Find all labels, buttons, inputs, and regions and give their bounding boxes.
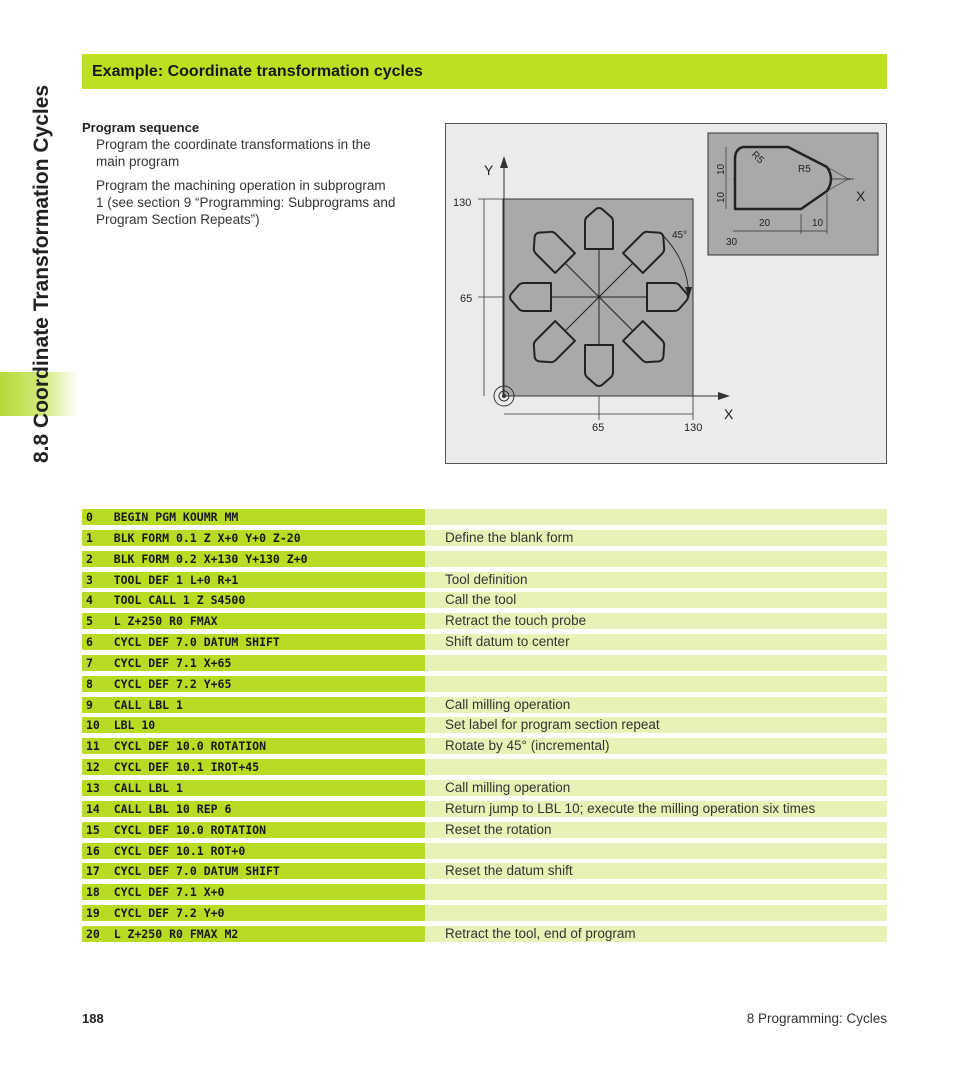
- program-comment-cell: [425, 801, 887, 817]
- program-code-cell: [82, 676, 425, 692]
- program-row: [82, 863, 887, 879]
- paragraph-line: Program the machining operation in subprogram: [96, 178, 386, 193]
- program-comment-text: Retract the tool, end of program: [445, 925, 636, 941]
- program-code-text: 18 CYCL DEF 7.1 X+0: [86, 885, 225, 900]
- program-sequence-paragraph-1: [96, 136, 426, 170]
- nc-program-table: [82, 509, 887, 947]
- program-comment-cell: [425, 655, 887, 671]
- program-comment-cell: [425, 572, 887, 588]
- program-code-text: 10 LBL 10: [86, 718, 156, 733]
- program-code-cell: [82, 759, 425, 775]
- program-code-cell: [82, 551, 425, 567]
- x-tick-65: 65: [592, 422, 605, 434]
- inset-dim-10-bottom: 10: [716, 191, 727, 203]
- program-code-cell: [82, 613, 425, 629]
- program-code-cell: [82, 780, 425, 796]
- program-comment-text: Call milling operation: [445, 696, 571, 712]
- program-comment-cell: [425, 905, 887, 921]
- program-code-text: 2 BLK FORM 0.2 X+130 Y+130 Z+0: [86, 551, 308, 566]
- program-code-text: 15 CYCL DEF 10.0 ROTATION: [86, 822, 267, 837]
- program-comment-cell: [425, 551, 887, 567]
- program-code-text: 5 L Z+250 R0 FMAX: [86, 614, 218, 629]
- program-code-cell: [82, 717, 425, 733]
- program-row: [82, 530, 887, 546]
- program-code-text: 14 CALL LBL 10 REP 6: [86, 801, 232, 816]
- program-row: [82, 634, 887, 650]
- program-comment-cell: [425, 613, 887, 629]
- program-row: [82, 655, 887, 671]
- program-comment-cell: [425, 884, 887, 900]
- program-row: [82, 759, 887, 775]
- program-row: [82, 926, 887, 942]
- program-code-cell: [82, 926, 425, 942]
- program-code-cell: [82, 530, 425, 546]
- program-code-text: 0 BEGIN PGM KOUMR MM: [86, 510, 239, 524]
- program-code-text: 12 CYCL DEF 10.1 IROT+45: [86, 760, 260, 775]
- program-row: [82, 843, 887, 859]
- x-axis-label: X: [724, 406, 734, 422]
- program-code-cell: [82, 863, 425, 879]
- program-comment-text: Call the tool: [445, 592, 517, 608]
- program-code-text: 3 TOOL DEF 1 L+0 R+1: [86, 572, 239, 587]
- paragraph-line: Program the coordinate transformations in the: [96, 137, 371, 152]
- program-row: [82, 738, 887, 754]
- workpiece-drawing: [446, 124, 886, 463]
- pocket-detail-inset: [708, 133, 878, 255]
- x-axis-arrow: [718, 392, 730, 400]
- program-row: [82, 572, 887, 588]
- section-title: Example: Coordinate transformation cycles: [92, 63, 423, 80]
- program-code-text: 4 TOOL CALL 1 Z S4500: [86, 593, 246, 608]
- program-code-cell: [82, 822, 425, 838]
- section-header-bar: [82, 54, 887, 89]
- program-code-text: 9 CALL LBL 1: [86, 697, 183, 712]
- program-code-text: 6 CYCL DEF 7.0 DATUM SHIFT: [86, 635, 280, 650]
- pocket-shape: [585, 208, 613, 249]
- program-code-cell: [82, 843, 425, 859]
- program-row: [82, 509, 887, 525]
- program-code-cell: [82, 634, 425, 650]
- program-comment-text: Return jump to LBL 10; execute the milling operation six times: [445, 800, 816, 816]
- inset-radius-left: R5: [748, 149, 766, 167]
- program-sequence-paragraph-2: [96, 177, 426, 228]
- program-comment-cell: [425, 530, 887, 546]
- program-comment-cell: [425, 634, 887, 650]
- x-tick-130: 130: [684, 422, 703, 434]
- program-row: [82, 905, 887, 921]
- program-row: [82, 801, 887, 817]
- program-comment-cell: [425, 738, 887, 754]
- program-comment-cell: [425, 697, 887, 713]
- program-row: [82, 780, 887, 796]
- inset-dim-10-top: 10: [716, 163, 727, 175]
- program-comment-cell: [425, 926, 887, 942]
- program-code-text: 8 CYCL DEF 7.2 Y+65: [86, 676, 232, 691]
- program-code-text: 20 L Z+250 R0 FMAX M2: [86, 926, 239, 941]
- program-comment-text: Call milling operation: [445, 779, 571, 795]
- program-comment-text: Rotate by 45° (incremental): [445, 738, 610, 754]
- program-comment-cell: [425, 676, 887, 692]
- footer-chapter: 8 Programming: Cycles: [746, 1011, 887, 1026]
- y-tick-130: 130: [453, 197, 472, 209]
- program-code-cell: [82, 801, 425, 817]
- program-code-cell: [82, 655, 425, 671]
- program-row: [82, 822, 887, 838]
- page-number: 188: [82, 1011, 104, 1026]
- program-code-cell: [82, 738, 425, 754]
- program-comment-text: Define the blank form: [445, 529, 574, 545]
- program-row: [82, 697, 887, 713]
- program-code-text: 19 CYCL DEF 7.2 Y+0: [86, 906, 225, 921]
- program-code-text: 17 CYCL DEF 7.0 DATUM SHIFT: [86, 864, 280, 879]
- program-code-text: 7 CYCL DEF 7.1 X+65: [86, 655, 232, 670]
- program-comment-cell: [425, 759, 887, 775]
- program-code-cell: [82, 884, 425, 900]
- program-code-cell: [82, 905, 425, 921]
- program-comment-cell: [425, 843, 887, 859]
- program-comment-text: Reset the rotation: [445, 821, 552, 837]
- program-comment-text: Tool definition: [445, 571, 528, 587]
- program-sequence-heading: Program sequence: [82, 120, 200, 135]
- y-axis-label: Y: [484, 162, 494, 178]
- program-code-cell: [82, 697, 425, 713]
- program-row: [82, 551, 887, 567]
- program-code-text: 16 CYCL DEF 10.1 ROT+0: [86, 843, 246, 858]
- inset-x-axis-label: X: [856, 188, 866, 204]
- program-code-text: 13 CALL LBL 1: [86, 780, 183, 795]
- program-comment-text: Retract the touch probe: [445, 613, 587, 629]
- program-comment-cell: [425, 509, 887, 525]
- paragraph-line: Program Section Repeats”): [96, 212, 260, 227]
- program-code-text: 11 CYCL DEF 10.0 ROTATION: [86, 739, 267, 754]
- y-tick-65: 65: [460, 293, 473, 305]
- program-comment-cell: [425, 592, 887, 608]
- program-code-text: 1 BLK FORM 0.1 Z X+0 Y+0 Z-20: [86, 530, 301, 545]
- inset-dim-10-right: 10: [812, 218, 824, 229]
- program-row: [82, 613, 887, 629]
- chapter-side-title: 8.8 Coordinate Transformation Cycles: [30, 84, 53, 463]
- program-comment-cell: [425, 780, 887, 796]
- program-comment-text: Reset the datum shift: [445, 863, 573, 879]
- inset-dim-30: 30: [726, 237, 738, 248]
- y-axis-arrow: [500, 156, 508, 168]
- paragraph-line: 1 (see section 9 “Programming: Subprograms and: [96, 195, 396, 210]
- program-comment-text: Set label for program section repeat: [445, 717, 660, 733]
- program-row: [82, 592, 887, 608]
- paragraph-line: main program: [96, 154, 180, 169]
- inset-radius-right: R5: [798, 164, 811, 175]
- program-comment-cell: [425, 717, 887, 733]
- angle-label: 45°: [672, 230, 688, 241]
- program-code-cell: [82, 509, 425, 525]
- program-comment-cell: [425, 863, 887, 879]
- workpiece-figure: [445, 123, 887, 464]
- program-row: [82, 676, 887, 692]
- program-row: [82, 717, 887, 733]
- program-code-cell: [82, 592, 425, 608]
- program-comment-text: Shift datum to center: [445, 634, 570, 650]
- program-row: [82, 884, 887, 900]
- program-comment-cell: [425, 822, 887, 838]
- inset-dim-20: 20: [759, 218, 771, 229]
- program-code-cell: [82, 572, 425, 588]
